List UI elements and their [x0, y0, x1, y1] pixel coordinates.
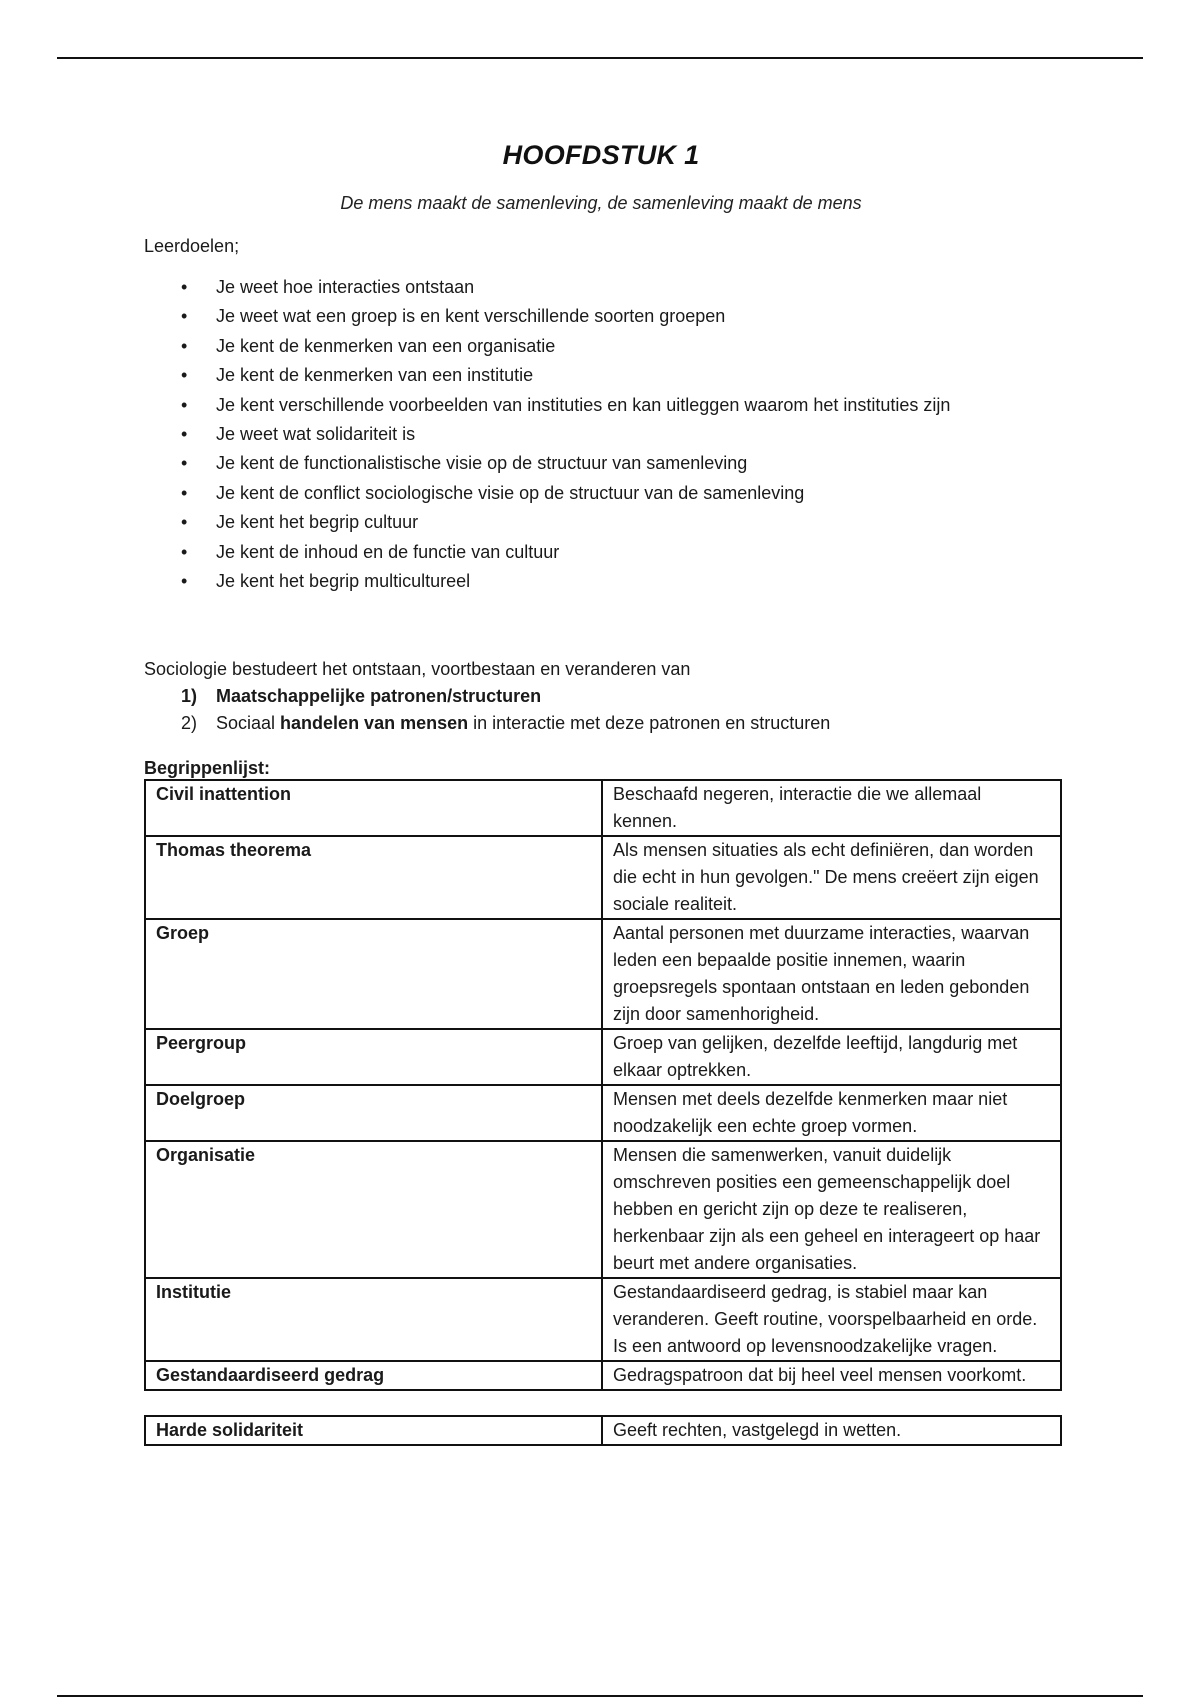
table-row [145, 1278, 1061, 1361]
glossary-definition: Mensen met deels dezelfde kenmerken maar niet noodzakelijk een echte groep vormen. [602, 1085, 1061, 1141]
glossary-title: Begrippenlijst: [144, 758, 271, 779]
point-number: 1) [181, 686, 198, 707]
glossary-definition: Als mensen situaties als echt definiëren, dan worden die echt in hun gevolgen." De mens creëert zijn eigen sociale realiteit. [602, 836, 1061, 919]
table-row [145, 1029, 1061, 1085]
table-row [145, 836, 1061, 919]
intro-point [144, 683, 1058, 710]
goal-item: • Je kent verschillende voorbeelden van instituties en kan uitleggen waarom het instituties zijn [144, 391, 1058, 420]
header-rule [57, 57, 1143, 59]
goals-list [144, 273, 1058, 596]
glossary-definition: Groep van gelijken, dezelfde leeftijd, langdurig met elkaar optrekken. [602, 1029, 1061, 1085]
goal-item: • Je kent de kenmerken van een organisatie [144, 332, 1058, 361]
table-row [145, 1416, 1061, 1445]
glossary-term: Gestandaardiseerd gedrag [145, 1361, 602, 1390]
footer-rule [57, 1695, 1143, 1697]
point-text-pre: Sociaal [216, 713, 281, 734]
glossary-definition: Beschaafd negeren, interactie die we allemaal kennen. [602, 780, 1061, 836]
intro-text: Sociologie bestudeert het ontstaan, voortbestaan en veranderen van [144, 659, 691, 680]
glossary-definition: Gedragspatroon dat bij heel veel mensen voorkomt. [602, 1361, 1061, 1390]
glossary-definition: Geeft rechten, vastgelegd in wetten. [602, 1416, 1061, 1445]
chapter-title: HOOFDSTUK 1 [502, 140, 700, 170]
goal-item: • Je kent het begrip multicultureel [144, 567, 1058, 596]
glossary-table [144, 779, 1062, 1391]
glossary-term: Organisatie [145, 1141, 602, 1278]
point-number: 2) [181, 713, 198, 734]
document-page [144, 140, 1058, 1446]
glossary-term: Harde solidariteit [145, 1416, 602, 1445]
glossary-definition: Mensen die samenwerken, vanuit duidelijk omschreven posities een gemeenschappelijk doel hebben en gericht zijn op deze te realiseren, herkenbaar zijn als een geheel en interageert op haar beurt met andere organisaties. [602, 1141, 1061, 1278]
chapter-subtitle: De mens maakt de samenleving, de samenleving maakt de mens [340, 193, 862, 213]
goal-item: • Je kent het begrip cultuur [144, 508, 1058, 537]
glossary-term: Groep [145, 919, 602, 1029]
point-text-bold: handelen van mensen [280, 713, 469, 734]
table-row [145, 1361, 1061, 1390]
glossary-term: Peergroup [145, 1029, 602, 1085]
goal-item: • Je weet wat een groep is en kent verschillende soorten groepen [144, 302, 1058, 331]
goal-item: • Je weet wat solidariteit is [144, 420, 1058, 449]
goal-item: • Je kent de kenmerken van een institutie [144, 361, 1058, 390]
table-row [145, 919, 1061, 1029]
table-row [145, 1085, 1061, 1141]
goal-item: • Je kent de conflict sociologische visie op de structuur van de samenleving [144, 479, 1058, 508]
table-row [145, 1141, 1061, 1278]
glossary-term: Institutie [145, 1278, 602, 1361]
goal-item: • Je kent de functionalistische visie op de structuur van samenleving [144, 449, 1058, 478]
goal-item: • Je weet hoe interacties ontstaan [144, 273, 1058, 302]
table-row [145, 780, 1061, 836]
goals-label: Leerdoelen; [144, 236, 240, 256]
goal-item: • Je kent de inhoud en de functie van cultuur [144, 538, 1058, 567]
point-text-post: in interactie met deze patronen en structuren [468, 713, 831, 734]
glossary-term: Doelgroep [145, 1085, 602, 1141]
glossary-table-extra [144, 1415, 1062, 1446]
glossary-definition: Gestandaardiseerd gedrag, is stabiel maar kan veranderen. Geeft routine, voorspelbaarheid en orde. Is een antwoord op levensnoodzakelijke vragen. [602, 1278, 1061, 1361]
glossary-definition: Aantal personen met duurzame interacties, waarvan leden een bepaalde positie innemen, waarin groepsregels spontaan ontstaan en leden gebonden zijn door samenhorigheid. [602, 919, 1061, 1029]
point-text: Maatschappelijke patronen/structuren [216, 686, 542, 707]
glossary-term: Thomas theorema [145, 836, 602, 919]
intro-points [144, 683, 1058, 737]
intro-point [144, 710, 1058, 737]
glossary-term: Civil inattention [145, 780, 602, 836]
